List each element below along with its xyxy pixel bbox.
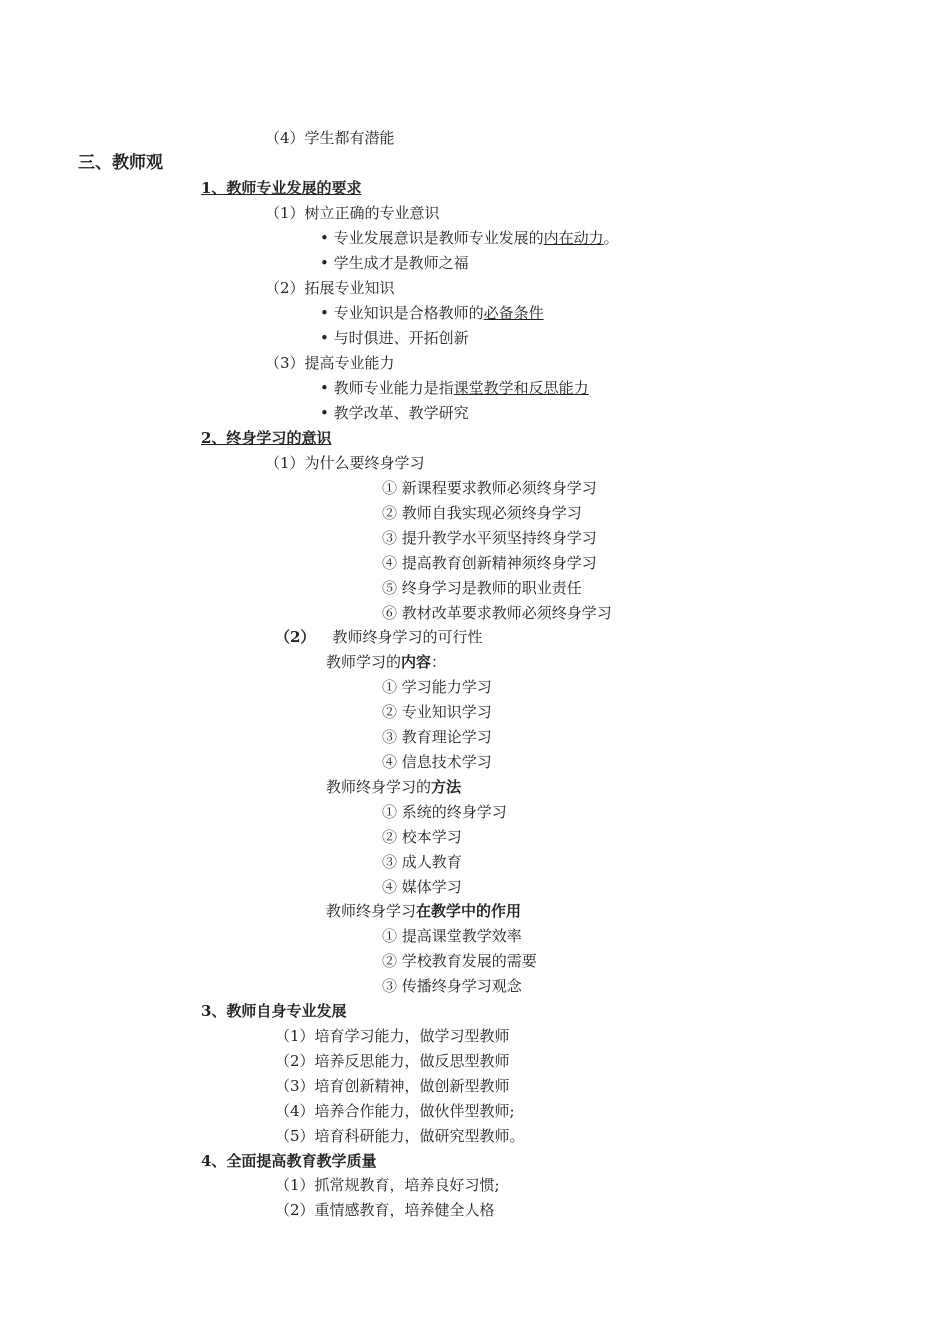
list-item: （3）提高专业能力	[265, 354, 395, 372]
bullet-item	[320, 228, 619, 248]
underlined-text: 内在动力	[543, 229, 604, 247]
bold-text: 方法	[431, 778, 462, 796]
numbered-item: ⑤ 终身学习是教师的职业责任	[382, 579, 582, 597]
numbered-item: ③ 传播终身学习观念	[382, 977, 522, 995]
line-text: 教师终身学习	[326, 902, 417, 920]
list-item: （2）拓展专业知识	[265, 279, 395, 297]
numbered-item: ② 专业知识学习	[382, 703, 492, 721]
bullet-item	[320, 303, 544, 323]
underlined-text: 课堂教学和反思能力	[453, 379, 589, 397]
subsection-heading: 1、教师专业发展的要求	[201, 179, 362, 197]
numbered-item: ④ 提高教育创新精神须终身学习	[382, 554, 597, 572]
numbered-item: ① 提高课堂教学效率	[382, 927, 522, 945]
list-item: （1）抓常规教育，培养良好习惯;	[275, 1176, 500, 1194]
list-item: （2）培养反思能力，做反思型教师	[275, 1052, 510, 1070]
subsection-heading: 3、教师自身专业发展	[201, 1002, 347, 1020]
list-item: （2）重情感教育，培养健全人格	[275, 1201, 495, 1219]
subsection-heading: 2、终身学习的意识	[201, 429, 332, 447]
list-item: （4）培养合作能力，做伙伴型教师;	[275, 1102, 515, 1120]
numbered-item: ① 新课程要求教师必须终身学习	[382, 479, 597, 497]
numbered-item: ② 学校教育发展的需要	[382, 952, 537, 970]
list-item: （5）培育科研能力，做研究型教师。	[275, 1127, 525, 1145]
numbered-item: ⑥ 教材改革要求教师必须终身学习	[382, 604, 612, 622]
line-text: 教师终身学习的	[326, 778, 432, 796]
numbered-item: ② 教师自我实现必须终身学习	[382, 504, 582, 522]
bullet-text: • 专业知识是合格教师的	[320, 304, 484, 322]
list-item	[275, 627, 482, 647]
numbered-item: ② 校本学习	[382, 828, 462, 846]
numbered-item: ④ 信息技术学习	[382, 753, 492, 771]
numbered-item: ① 学习能力学习	[382, 678, 492, 696]
bullet-item: • 与时俱进、开拓创新	[320, 329, 469, 347]
list-number: （2）	[275, 628, 316, 646]
numbered-item: ④ 媒体学习	[382, 878, 462, 896]
list-item: （1）为什么要终身学习	[265, 454, 425, 472]
numbered-item: ③ 教育理论学习	[382, 728, 492, 746]
list-item: （1）树立正确的专业意识	[265, 204, 440, 222]
numbered-item: ③ 提升教学水平须坚持终身学习	[382, 529, 597, 547]
bullet-text: • 专业发展意识是教师专业发展的	[320, 229, 544, 247]
bullet-text: 。	[603, 229, 619, 247]
numbered-item: ① 系统的终身学习	[382, 803, 507, 821]
list-item: （3）培育创新精神，做创新型教师	[275, 1077, 510, 1095]
subsection-heading: 4、全面提高教育教学质量	[201, 1152, 377, 1170]
section-heading: 三、教师观	[78, 153, 163, 173]
underlined-text: 必备条件	[483, 304, 544, 322]
sub-heading-line	[326, 901, 521, 921]
bullet-text: • 教师专业能力是指	[320, 379, 454, 397]
list-text: 教师终身学习的可行性	[332, 628, 483, 646]
bullet-item: • 学生成才是教师之福	[320, 254, 469, 272]
sub-heading-line	[326, 777, 461, 797]
bullet-item: • 教学改革、教学研究	[320, 404, 469, 422]
line-text: 教师学习的	[326, 653, 402, 671]
list-item: （4）学生都有潜能	[265, 129, 395, 147]
numbered-item: ③ 成人教育	[382, 853, 462, 871]
bold-text: 内容	[401, 653, 432, 671]
line-text: ：	[431, 653, 447, 671]
bullet-item	[320, 378, 589, 398]
bold-text: 在教学中的作用	[416, 902, 522, 920]
list-item: （1）培育学习能力，做学习型教师	[275, 1027, 510, 1045]
sub-heading-line	[326, 652, 446, 672]
